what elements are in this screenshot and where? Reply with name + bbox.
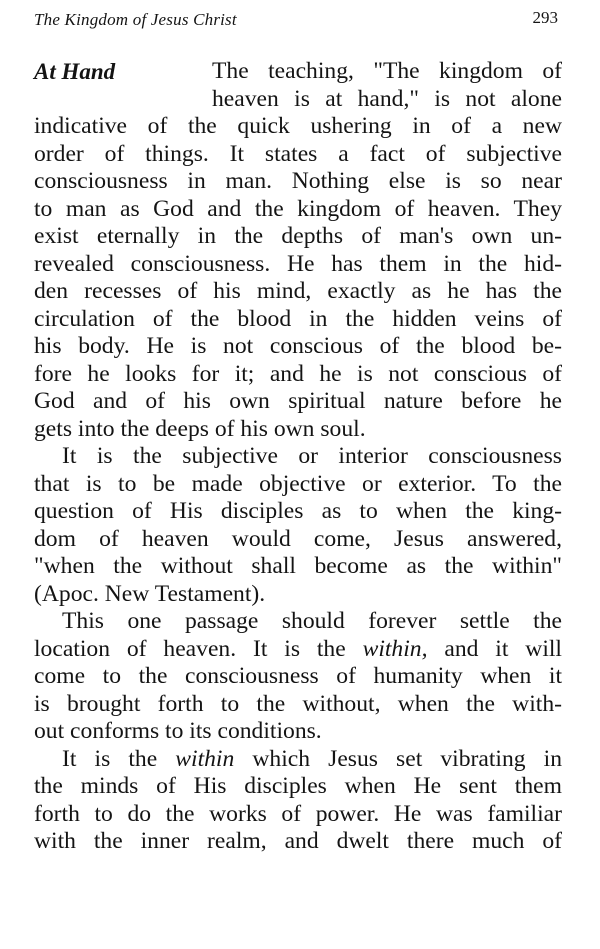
- text-line: to man as God and the kingdom of heaven. They: [34, 195, 562, 222]
- emphasis-within: within,: [362, 635, 428, 662]
- text-line: circulation of the blood in the hidden veins of: [34, 305, 562, 332]
- text-line: gets into the deeps of his own soul.: [34, 415, 366, 442]
- text-line: God and of his own spiritual nature before he: [34, 388, 562, 414]
- text-line: den recesses of his mind, exactly as he has the: [34, 278, 562, 304]
- text-line: that is to be made objective or exterior. To the: [34, 470, 562, 497]
- text-line: come to the consciousness of humanity when it: [34, 663, 562, 689]
- side-heading: At Hand: [34, 59, 116, 84]
- page-header: [34, 10, 566, 36]
- text-segment: It is the: [62, 745, 176, 772]
- text-line: revealed consciousness. He has them in the hid-: [34, 250, 562, 277]
- text-line: out conforms to its conditions.: [34, 718, 322, 744]
- text-line: [34, 636, 562, 664]
- text-line: heaven is at hand," is not alone: [212, 85, 562, 112]
- paragraph-2: [34, 443, 562, 608]
- body-text: [34, 58, 562, 856]
- text-line: indicative of the quick ushering in of a new: [34, 113, 562, 139]
- text-line: the minds of His disciples when He sent them: [34, 773, 562, 799]
- text-line: consciousness in man. Nothing else is so near: [34, 168, 562, 194]
- text-line: order of things. It states a fact of subjective: [34, 140, 562, 167]
- page-number: 293: [532, 8, 558, 27]
- paragraph-3: [34, 608, 562, 746]
- text-line: with the inner realm, and dwelt there much of: [34, 828, 562, 854]
- text-line: exist eternally in the depths of man's own un-: [34, 223, 562, 249]
- text-line: It is the subjective or interior consciousness: [62, 443, 562, 469]
- text-line: [34, 746, 562, 774]
- paragraph-1: [34, 58, 562, 443]
- text-line: is brought forth to the without, when the with-: [34, 690, 562, 717]
- text-line: This one passage should forever settle the: [62, 608, 562, 634]
- text-line: forth to do the works of power. He was familiar: [34, 800, 562, 827]
- text-line: his body. He is not conscious of the blood be-: [34, 333, 562, 359]
- text-line: (Apoc. New Testament).: [34, 580, 266, 607]
- text-line: fore he looks for it; and he is not conscious of: [34, 360, 562, 387]
- text-line-content: The teaching, "The kingdom of: [212, 58, 562, 84]
- emphasis-within: within: [175, 745, 235, 772]
- text-segment: which Jesus set vibrating in: [234, 745, 562, 772]
- paragraph-4: [34, 746, 562, 856]
- text-segment: and it will: [427, 635, 562, 662]
- text-line: dom of heaven would come, Jesus answered,: [34, 525, 562, 552]
- text-segment: location of heaven. It is the: [34, 635, 363, 662]
- text-line: question of His disciples as to when the king-: [34, 498, 562, 524]
- text-line: [34, 58, 562, 86]
- running-head: The Kingdom of Jesus Christ: [34, 10, 237, 29]
- text-line: "when the without shall become as the within": [34, 553, 562, 579]
